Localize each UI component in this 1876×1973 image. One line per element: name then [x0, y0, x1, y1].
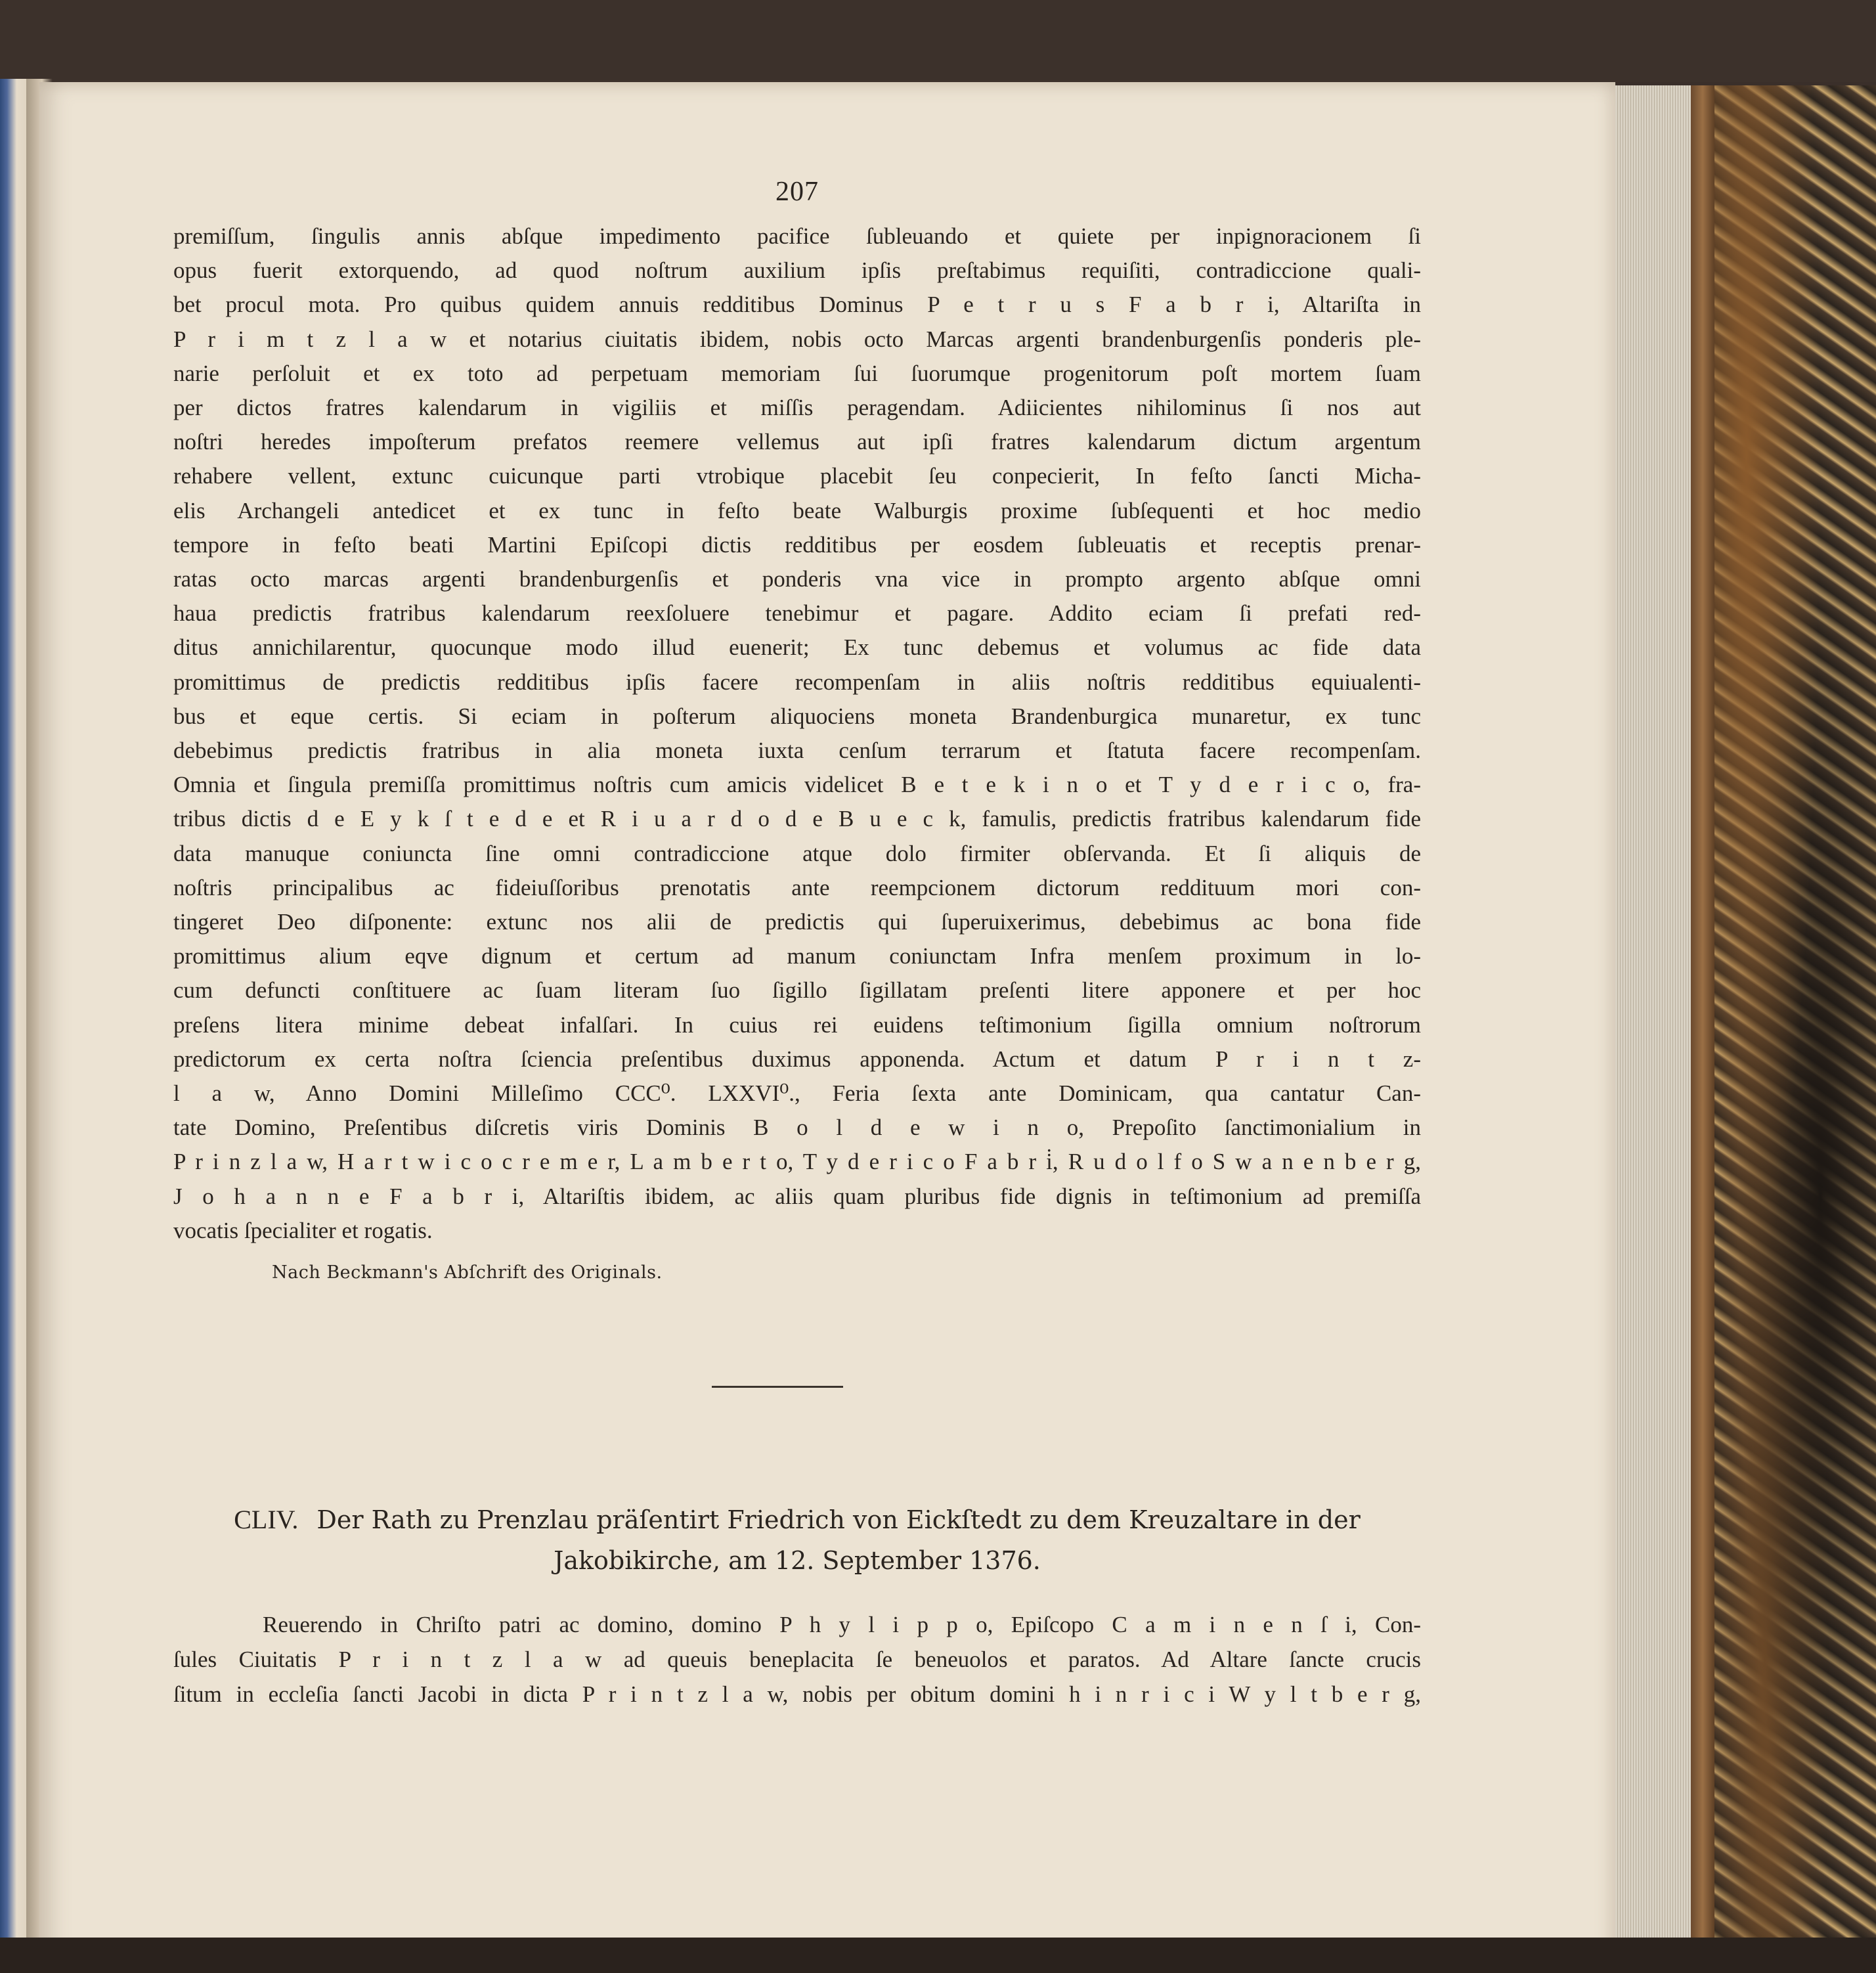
text-line: J o h a n n e F a b r i, Altariſtis ibidem, ac aliis quam pluribus fide dignis in teſtimonium ad premiſſa	[173, 1183, 1421, 1209]
text-line: ſitum in eccleſia ſancti Jacobi in dicta P r i n t z l a w, nobis per obitum domini h i n r i c i W y l t b e r g,	[173, 1681, 1421, 1708]
text-line: promittimus de predictis redditibus ipſis facere recompenſam in aliis noſtris redditibus equiualenti-	[173, 669, 1421, 695]
text-line: preſens litera minime debeat infalſari. In cuius rei euidens teſtimonium ſigilla omnium noſtrorum	[173, 1011, 1421, 1038]
text-line: narie perſoluit et ex toto ad perpetuam memoriam ſui ſuorumque progenitorum poſt mortem ſuam	[173, 360, 1421, 386]
text-line: Reuerendo in Chriſto patri ac domino, domino P h y l i p p o, Epiſcopo C a m i n e n ſ i, Con-	[263, 1612, 1421, 1638]
text-line: P r i n z l a w, H a r t w i c o c r e m e r, L a m b e r t o, T y d e r i c o F a b r i̇, R u d o l f o S w a n e n b e r g,	[173, 1149, 1421, 1175]
text-line: debebimus predictis fratribus in alia moneta iuxta cenſum terrarum et ſtatuta facere recompenſam.	[173, 738, 1421, 764]
charter-text	[173, 219, 1421, 1248]
text-line: haua predictis fratribus kalendarum reexſoluere tenebimur et pagare. Addito eciam ſi prefati red-	[173, 600, 1421, 627]
document-text	[173, 1607, 1421, 1712]
heading-title-1: Der Rath zu Prenzlau präſentirt Friedrich von Eickſtedt zu dem Kreuzaltare in der	[316, 1505, 1361, 1535]
text-line: premiſſum, ſingulis annis abſque impedimento pacifice ſubleuando et quiete per inpignoracionem ſi	[173, 223, 1421, 249]
text-line: elis Archangeli antedicet et ex tunc in feſto beate Walburgis proxime ſubſequenti et hoc medio	[173, 497, 1421, 523]
text-line: rehabere vellent, extunc cuicunque parti vtrobique placebit ſeu conpecierit, In feſto ſancti Micha-	[173, 463, 1421, 489]
text-line: tribus dictis d e E y k ſ t e d e et R i u a r d o d e B u e c k, famulis, predictis fratribus kalendarum fide	[173, 806, 1421, 832]
text-line: bet procul mota. Pro quibus quidem annuis redditibus Dominus P e t r u s F a b r i, Altariſta in	[173, 292, 1421, 318]
page-number: 207	[775, 177, 819, 207]
section-divider	[712, 1386, 843, 1388]
document-number: CLIV.	[234, 1505, 299, 1535]
text-line: tingeret Deo diſponente: extunc nos alii de predictis qui ſuperuixerimus, debebimus ac bona fide	[173, 909, 1421, 935]
text-line: data manuque coniuncta ſine omni contradiccione atque dolo firmiter obſervanda. Et ſi aliquis de	[173, 840, 1421, 866]
background-top	[0, 0, 1876, 82]
text-line: tempore in feſto beati Martini Epiſcopi dictis redditibus per eosdem ſubleuatis et receptis prenar-	[173, 531, 1421, 558]
text-line: promittimus alium eqve dignum et certum ad manum coniunctam Infra menſem proximum in lo-	[173, 943, 1421, 969]
text-line: tate Domino, Preſentibus diſcretis viris Dominis B o l d e w i n o, Prepoſito ſanctimonialium in	[173, 1115, 1421, 1141]
text-line: cum defuncti conſtituere ac ſuam literam ſuo ſigillo ſigillatam preſenti litere apponere et per hoc	[173, 977, 1421, 1004]
document-heading	[173, 1499, 1421, 1581]
heading-line-1	[173, 1499, 1421, 1540]
page-edges	[1615, 85, 1691, 1938]
text-line: P r i m t z l a w et notarius ciuitatis ibidem, nobis octo Marcas argenti brandenburgenſis ponderis ple-	[173, 326, 1421, 352]
background-bottom	[0, 1938, 1876, 1973]
source-note: Nach Beckmann's Abſchrift des Originals.	[272, 1262, 663, 1283]
text-line: bus et eque certis. Si eciam in poſterum aliquociens moneta Brandenburgica munaretur, ex tunc	[173, 703, 1421, 729]
text-line: per dictos fratres kalendarum in vigiliis et miſſis peragendam. Adiicientes nihilominus ſi nos aut	[173, 395, 1421, 421]
text-line: ratas octo marcas argenti brandenburgenſis et ponderis vna vice in prompto argento abſque omni	[173, 566, 1421, 592]
text-line: vocatis ſpecialiter et rogatis.	[173, 1217, 433, 1243]
text-line: l a w, Anno Domini Milleſimo CCC⁰. LXXVI⁰., Feria ſexta ante Dominicam, qua cantatur Can-	[173, 1080, 1421, 1107]
heading-line-2: Jakobikirche, am 12. September 1376.	[554, 1546, 1041, 1576]
text-line: noſtris principalibus ac fideiuſſoribus prenotatis ante reempcionem dictorum reddituum mori con-	[173, 874, 1421, 900]
text-line: predictorum ex certa noſtra ſciencia preſentibus duximus apponenda. Actum et datum P r i n t z-	[173, 1046, 1421, 1072]
text-line: Omnia et ſingula premiſſa promittimus noſtris cum amicis videlicet B e t e k i n o et T y d e r i c o, fra-	[173, 772, 1421, 798]
text-line: ſules Ciuitatis P r i n t z l a w ad queuis beneplacita ſe beneuolos et paratos. Ad Altare ſancte crucis	[173, 1647, 1421, 1673]
cover-spine-edge	[1691, 85, 1714, 1938]
page-content	[173, 171, 1421, 1712]
marbled-cover	[1691, 85, 1876, 1938]
text-line: noſtri heredes impoſterum prefatos reemere vellemus aut ipſi fratres kalendarum dictum argentum	[173, 429, 1421, 455]
text-line: opus fuerit extorquendo, ad quod noſtrum auxilium ipſis preſtabimus requiſiti, contradiccione quali-	[173, 257, 1421, 284]
text-line: ditus annichilarentur, quocunque modo illud euenerit; Ex tunc debemus et volumus ac fide data	[173, 634, 1421, 661]
